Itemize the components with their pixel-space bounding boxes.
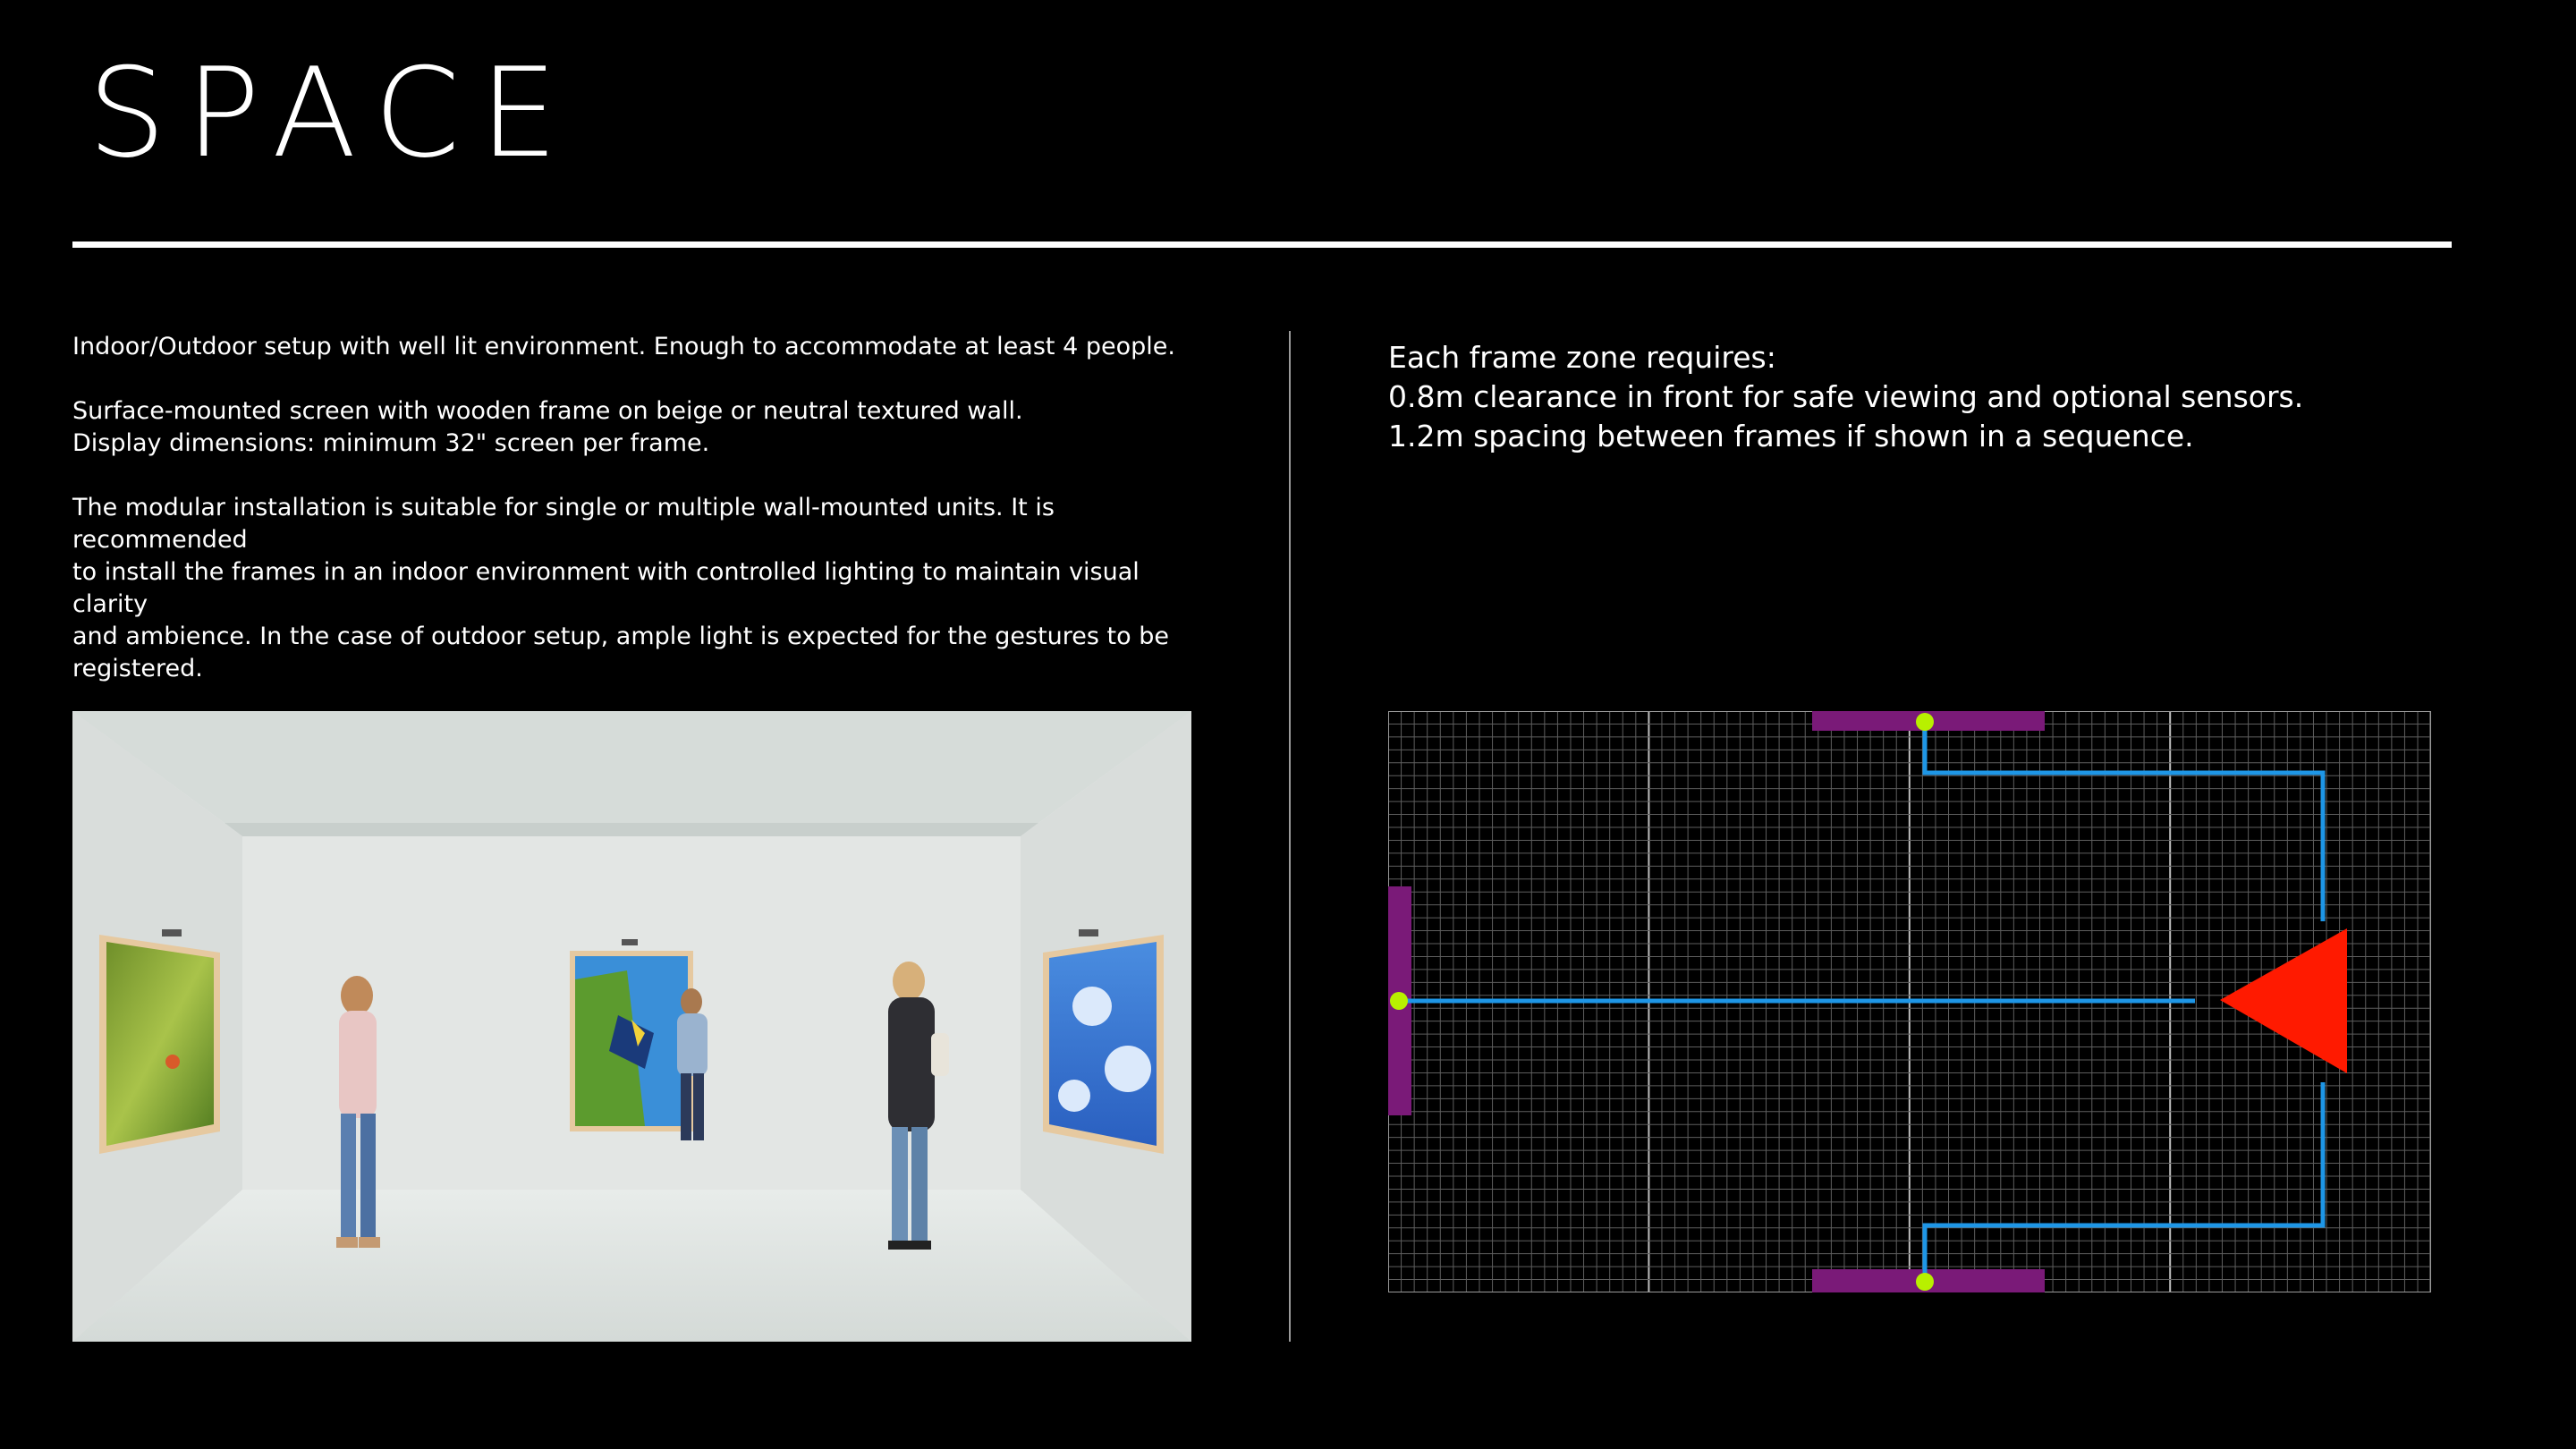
frame-zone-requirements [1388,338,2444,456]
triangle-pointer-icon [2220,928,2347,1073]
floor-plan-svg [1388,711,2431,1292]
path-upper [1925,722,2323,921]
text-line: registered. [72,655,203,682]
floor-plan-diagram [1388,711,2431,1292]
page-title: SPACE [88,41,578,185]
path-lower [1925,1082,2323,1282]
artwork-left [106,942,214,1146]
artwork-right [1049,942,1157,1146]
text-line: and ambience. In the case of outdoor setup, ample light is expected for the gestures to be [72,623,1169,650]
requirement-clearance: 0.8m clearance in front for safe viewing and optional sensors. [1388,379,2304,414]
requirement-spacing: 1.2m spacing between frames if shown in a sequence. [1388,419,2194,453]
title-underline [72,242,2452,248]
text-line: Indoor/Outdoor setup with well lit environment. Enough to accommodate at least 4 people. [72,333,1175,360]
dot-node-icon [1916,713,1934,731]
text-line: to install the frames in an indoor environment with controlled lighting to maintain visual clarity [72,558,1140,618]
setup-description [72,331,1208,685]
requirements-heading: Each frame zone requires: [1388,340,1776,375]
text-line: Surface-mounted screen with wooden frame on beige or neutral textured wall. [72,397,1023,425]
gallery-illustration [72,711,1191,1342]
dot-node-icon [1916,1273,1934,1291]
gallery-render-image [72,711,1191,1342]
paragraph-installation [72,492,1208,685]
text-line: Display dimensions: minimum 32" screen per frame. [72,429,710,457]
paragraph-environment [72,331,1208,363]
paragraph-screen [72,395,1208,460]
text-line: The modular installation is suitable for single or multiple wall-mounted units. It is recommended [72,494,1055,554]
dot-node-icon [1390,992,1408,1010]
column-divider [1289,331,1291,1342]
